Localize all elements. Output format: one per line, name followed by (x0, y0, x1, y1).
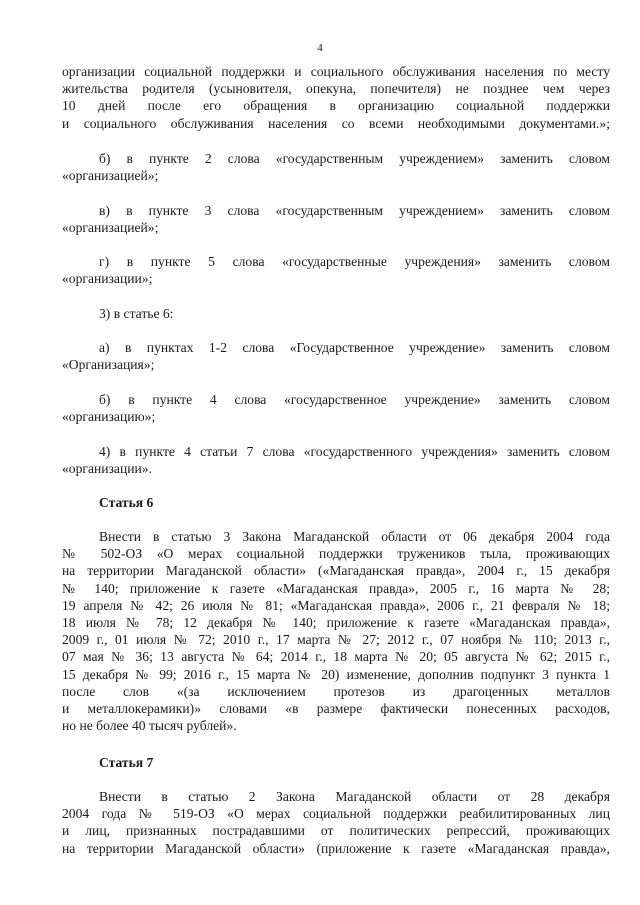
text-line: 2004 года № 519-ОЗ «О мерах социальной поддержки реабилитированных лиц (62, 806, 610, 822)
article-6-body (62, 528, 610, 734)
text-line: в) в пункте 3 слова «государственным учреждением» заменить словом (99, 203, 610, 218)
text-line: б) в пункте 2 слова «государственным учреждением» заменить словом (99, 151, 610, 166)
text-line: «организации». (62, 461, 152, 477)
paragraph-item-3 (62, 305, 610, 322)
text-line: 07 мая № 36; 13 августа № 64; 2014 г., 18 марта № 20; 05 августа № 62; 2015 г., (62, 649, 610, 665)
text-line: 10 дней после его обращения в организацию социальной поддержки (62, 98, 610, 114)
text-line: 18 июля № 78; 12 декабря № 140; приложение к газете «Магаданская правда», (62, 615, 610, 631)
paragraph-item-b2 (62, 391, 610, 425)
text-line: Внести в статью 3 Закона Магаданской области от 06 декабря 2004 года (99, 529, 610, 544)
text-line: а) в пунктах 1-2 слова «Государственное учреждение» заменить словом (99, 340, 610, 355)
paragraph-item-b (62, 150, 610, 184)
text-line: после слов «(за исключением протезов из драгоценных металлов (62, 683, 610, 699)
text-line: № 140; приложение к газете «Магаданская правда», 2005 г., 16 марта № 28; (62, 580, 610, 596)
text-line: № 502-ОЗ «О мерах социальной поддержки тружеников тыла, проживающих (62, 546, 610, 562)
text-line: но не более 40 тысяч рублей». (62, 718, 237, 734)
text-line: и металлокерамики)» словами «в размере фактически понесенных расходов, (62, 701, 610, 717)
article-7-body (62, 788, 610, 857)
text-line: 4) в пункте 4 статьи 7 слова «государственного учреждения» заменить словом (99, 444, 610, 459)
paragraph-item-4 (62, 443, 610, 477)
text-line: «организацией»; (62, 220, 159, 236)
text-line: и социального обслуживания населения со всеми необходимыми документами.»; (62, 115, 610, 131)
page-number: 4 (317, 42, 323, 54)
text-line: на территории Магаданской области» (приложение к газете «Магаданская правда», (62, 840, 610, 856)
paragraph-item-v (62, 202, 610, 236)
article-heading: Статья 6 (99, 495, 154, 510)
text-line: б) в пункте 4 слова «государственное учреждение» заменить словом (99, 392, 610, 407)
text-line: «организацию»; (62, 409, 156, 425)
text-line: на территории Магаданской области» («Магаданская правда», 2004 г., 15 декабря (62, 563, 610, 579)
article-7-heading (62, 754, 610, 771)
text-line: 3) в статье 6: (99, 306, 174, 321)
text-line: «Организация»; (62, 357, 155, 373)
text-line: организации социальной поддержки и социального обслуживания населения по месту (62, 64, 610, 79)
text-line: 2009 г., 01 июля № 72; 2010 г., 17 марта № 27; 2012 г., 07 ноября № 110; 2013 г., (62, 632, 610, 648)
paragraph-item-a (62, 339, 610, 373)
article-6-heading (62, 494, 610, 511)
text-line: жительства родителя (усыновителя, опекуна, попечителя) не позднее чем через (62, 81, 610, 97)
text-line: «организации»; (62, 271, 153, 287)
paragraph-continuation (62, 63, 610, 132)
text-line: «организацией»; (62, 168, 159, 184)
text-line: Внести в статью 2 Закона Магаданской области от 28 декабря (99, 789, 610, 804)
text-line: 15 декабря № 99; 2016 г., 15 марта № 20) изменение, дополнив подпункт 3 пункта 1 (62, 666, 610, 682)
paragraph-item-g (62, 253, 610, 287)
text-line: г) в пункте 5 слова «государственные учреждения» заменить словом (99, 254, 610, 269)
article-heading: Статья 7 (99, 755, 154, 770)
text-line: 19 апреля № 42; 26 июля № 81; «Магаданская правда», 2006 г., 21 февраля № 18; (62, 597, 610, 613)
text-line: и лиц, признанных пострадавшими от политических репрессий, проживающих (62, 823, 610, 839)
